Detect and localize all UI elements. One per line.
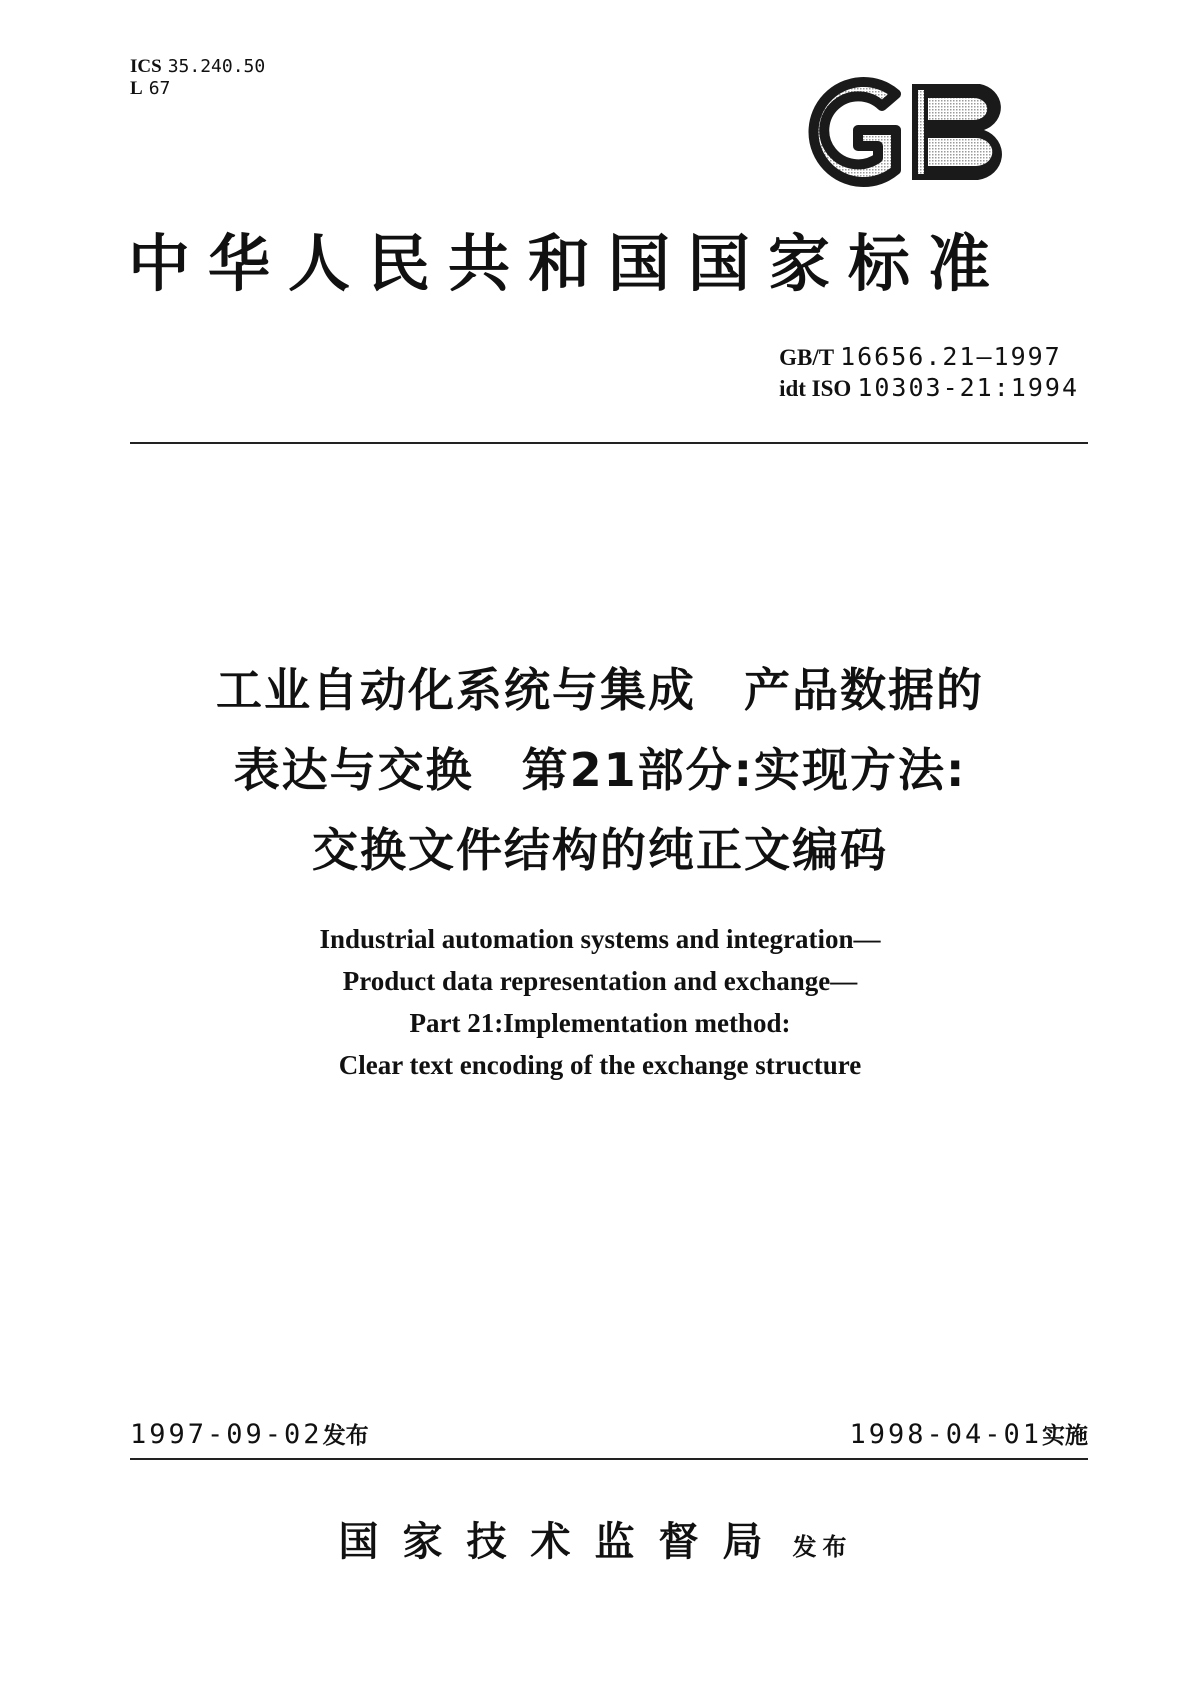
idt-label: idt ISO (779, 376, 852, 401)
title-english (100, 918, 1100, 1086)
l-code: 67 (148, 78, 171, 99)
national-standard-banner: 中华人民共和国国家标准 (128, 227, 1009, 300)
ics-code: 35.240.50 (167, 56, 266, 77)
effective-date (849, 1418, 1088, 1453)
title-en-line-1: Industrial automation systems and integration— (319, 924, 881, 954)
idt-number: 10303-21:1994 (857, 373, 1079, 402)
title-cn-line-1: 工业自动化系统与集成 产品数据的 (216, 663, 984, 717)
gb-label: GB/T (779, 345, 835, 370)
effective-date-value: 1998-04-01 (849, 1419, 1042, 1450)
l-label: L (130, 78, 143, 99)
issuing-authority (0, 1510, 1191, 1567)
gb-logo-icon (800, 76, 1020, 188)
gb-number-row (779, 342, 1079, 373)
title-en-line-3: Part 21:Implementation method: (409, 1008, 791, 1038)
footer-divider (130, 1458, 1088, 1460)
classification-codes (130, 56, 265, 100)
issue-date-value: 1997-09-02 (130, 1419, 323, 1450)
header-divider (130, 442, 1088, 444)
effective-date-label: 实施 (1042, 1423, 1088, 1449)
title-cn-line-2: 表达与交换 第21部分:实现方法: (233, 743, 967, 797)
idt-number-row (779, 373, 1079, 404)
title-chinese (100, 650, 1100, 890)
gb-logo (800, 76, 1020, 188)
issuer-action: 发布 (792, 1533, 853, 1561)
ics-label: ICS (130, 56, 162, 77)
title-en-line-2: Product data representation and exchange— (342, 966, 858, 996)
title-cn-line-3: 交换文件结构的纯正文编码 (312, 823, 888, 877)
issue-date (130, 1418, 369, 1453)
l-row (130, 78, 265, 100)
gb-number: 16656.21—1997 (840, 342, 1062, 371)
issue-date-label: 发布 (322, 1423, 369, 1449)
issuer-name: 国家技术监督局 (338, 1518, 787, 1565)
ics-row (130, 56, 265, 78)
title-en-line-4: Clear text encoding of the exchange structure (338, 1050, 862, 1080)
standard-numbers (779, 342, 1079, 404)
